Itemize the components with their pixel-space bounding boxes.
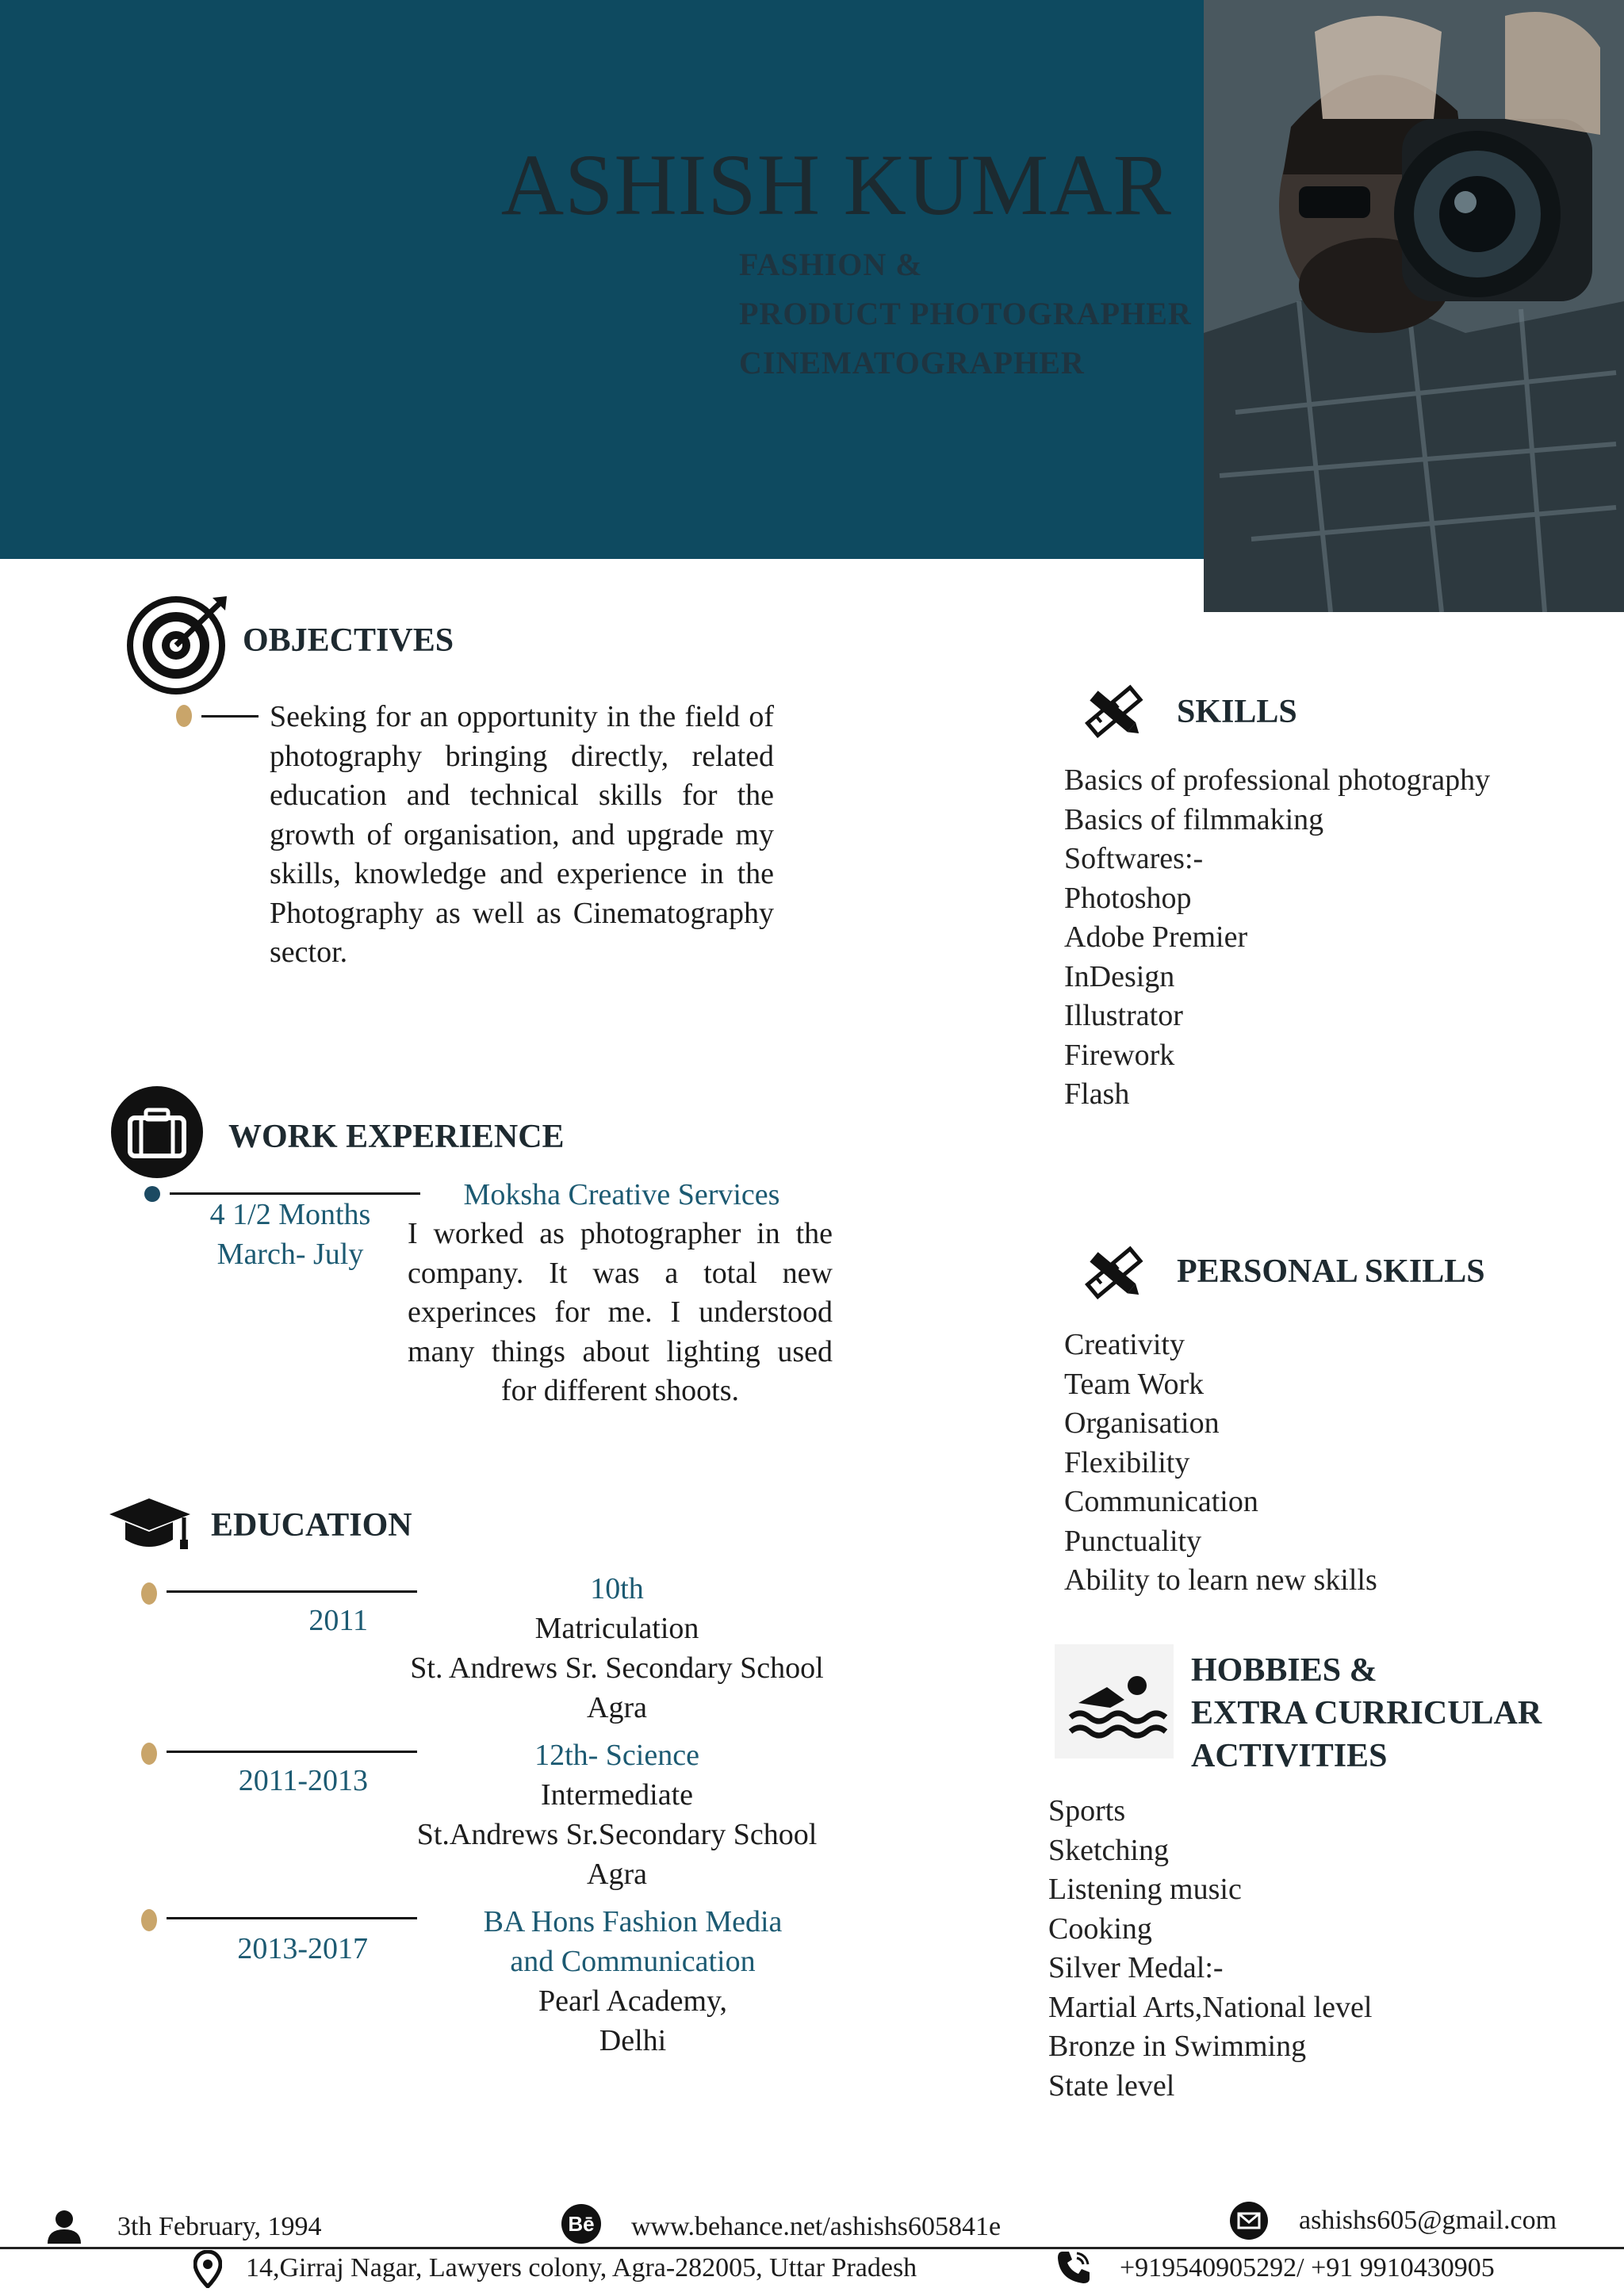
edu-line: Agra [587,1858,647,1891]
hobbies-title-line: HOBBIES & [1191,1652,1377,1689]
edu-line: Delhi [599,2024,667,2057]
edu-degree-3b: and Communication [510,1945,756,1978]
hobby-item: Sports [1048,1794,1126,1827]
subtitle-line-1: FASHION & [739,247,923,282]
skill-item: Flash [1064,1077,1130,1111]
subtitle-line-2: PRODUCT PHOTOGRAPHER [739,296,1192,331]
edu-line: St.Andrews Sr.Secondary School [416,1818,818,1851]
edu-bullet-1 [141,1582,157,1605]
skill-item: Firework [1064,1038,1175,1072]
candidate-name: ASHISH KUMAR [500,136,1172,233]
pencil-ruler-icon [1080,1243,1147,1303]
hobbies-title [1191,1649,1542,1777]
personal-skill-item: Communication [1064,1485,1258,1518]
edu-year-2: 2011-2013 [238,1764,368,1797]
edu-line: St. Andrews Sr. Secondary School [410,1651,824,1685]
skill-item: Basics of professional photography [1064,763,1491,797]
skill-item: Photoshop [1064,881,1192,915]
phone-icon [1053,2247,1094,2288]
profile-photo [1204,0,1624,612]
hobby-item: Bronze in Swimming [1048,2030,1307,2063]
personal-skill-item: Ability to learn new skills [1064,1563,1377,1597]
work-rule [170,1192,420,1195]
objectives-bullet [176,705,192,727]
edu-line: Agra [587,1691,647,1724]
edu-year-3: 2013-2017 [237,1932,368,1965]
objectives-rule [201,715,259,718]
work-title: WORK EXPERIENCE [228,1119,565,1155]
skill-item: InDesign [1064,959,1175,993]
footer-phone[interactable]: +919540905292/ +91 9910430905 [1120,2253,1495,2283]
hobby-item: Martial Arts,National level [1048,1990,1373,2024]
personal-skill-item: Creativity [1064,1328,1185,1361]
subtitle-line-3: CINEMATOGRAPHER [739,345,1085,381]
footer-dob: 3th February, 1994 [117,2212,322,2241]
objectives-title: OBJECTIVES [243,622,454,659]
personal-skill-item: Organisation [1064,1406,1220,1440]
skill-item: Softwares:- [1064,842,1204,875]
hobby-item: State level [1048,2068,1175,2103]
hobbies-title-line: ACTIVITIES [1191,1738,1388,1774]
personal-skills-list [1064,1326,1377,1601]
skills-list [1064,761,1490,1115]
photographer-illustration [1204,0,1624,612]
footer-email[interactable]: ashishs605@gmail.com [1299,2206,1557,2235]
hobby-item: Cooking [1048,1911,1152,1946]
user-icon [46,2209,82,2245]
target-icon [127,593,233,695]
email-icon [1229,2201,1269,2241]
skill-item: Adobe Premier [1064,920,1248,954]
hobby-item: Silver Medal:- [1048,1951,1224,1984]
skill-item: Illustrator [1064,999,1183,1032]
hobbies-title-line: EXTRA CURRICULAR [1191,1695,1542,1732]
footer-divider [0,2247,1624,2249]
edu-degree-2: 12th- Science [534,1739,699,1772]
work-duration: 4 1/2 Months [209,1198,371,1231]
work-description: I worked as photographer in the company. It was a total new experinces for me. I understood many things about lighting used for different shoots. [408,1217,833,1407]
behance-icon: Bē [561,2204,601,2244]
briefcase-icon [109,1085,205,1180]
footer-behance-link[interactable]: www.behance.net/ashishs605841e [631,2212,1002,2241]
edu-year-1: 2011 [308,1604,368,1637]
work-company: Moksha Creative Services [463,1178,780,1211]
hobby-item: Listening music [1048,1873,1242,1906]
edu-rule-3 [167,1917,417,1919]
personal-skill-item: Flexibility [1064,1445,1190,1479]
location-pin-icon [193,2250,222,2288]
header-banner [0,0,1204,559]
personal-skills-title: PERSONAL SKILLS [1177,1253,1485,1290]
edu-line: Pearl Academy, [538,1984,728,2018]
edu-bullet-2 [141,1743,157,1765]
personal-skill-item: Team Work [1064,1367,1205,1401]
edu-degree-1: 10th [590,1572,644,1605]
edu-line: Matriculation [534,1612,699,1645]
footer-address: 14,Girraj Nagar, Lawyers colony, Agra-282005, Uttar Pradesh [246,2253,917,2283]
skills-title: SKILLS [1177,694,1297,730]
graduation-cap-icon [108,1495,192,1551]
edu-degree-3: BA Hons Fashion Media [483,1905,783,1938]
education-title: EDUCATION [211,1507,412,1544]
personal-skill-item: Punctuality [1064,1524,1202,1558]
hobbies-icon-tile [1055,1644,1174,1758]
hobby-item: Sketching [1048,1833,1169,1867]
hobbies-list [1048,1792,1372,2106]
edu-line: Intermediate [540,1778,693,1812]
objectives-text: Seeking for an opportunity in the field of photography bringing directly, related education and technical skills for the growth of organisation, and upgrade my skills, knowledge and experience in the Photography as well as Cinematography sector. [270,700,774,969]
edu-bullet-3 [141,1909,157,1931]
swimmer-icon [1055,1644,1174,1758]
work-period: March- July [216,1238,364,1271]
work-bullet [144,1186,160,1202]
skill-item: Basics of filmmaking [1064,802,1324,836]
pencil-ruler-icon [1080,682,1147,742]
